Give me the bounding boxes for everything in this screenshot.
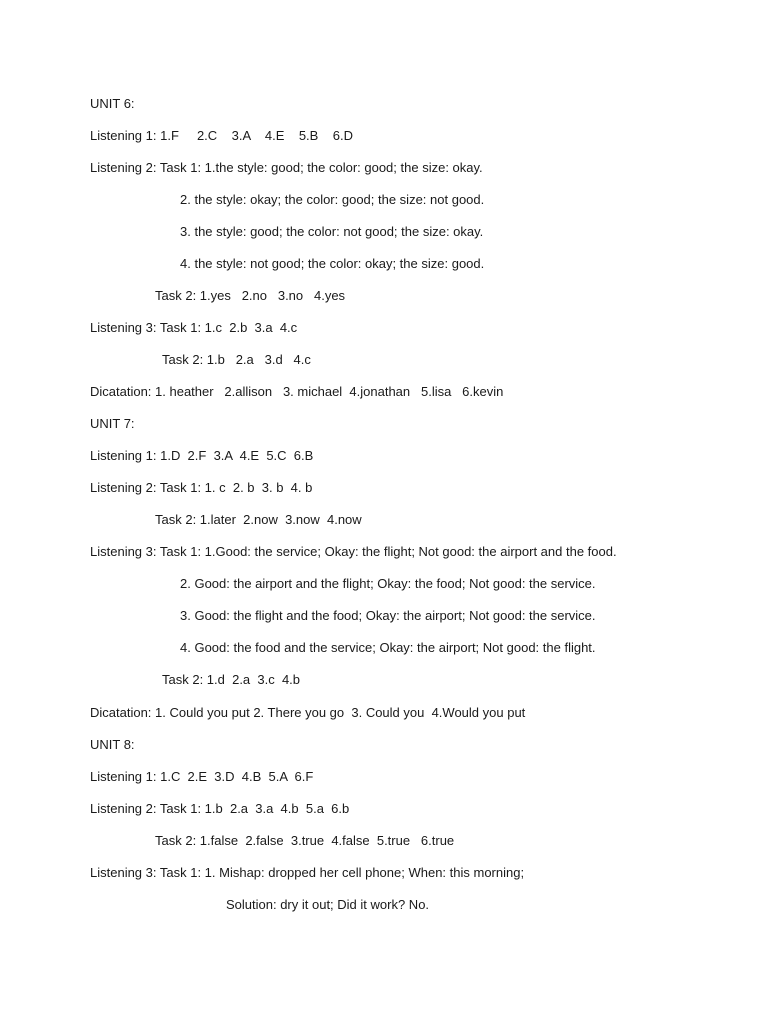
unit-7-listening-3-task-1: Listening 3: Task 1: 1.Good: the service; Okay: the flight; Not good: the airport and the food. <box>90 544 617 559</box>
unit-7-listening-3-item-4: 4. Good: the food and the service; Okay: the airport; Not good: the flight. <box>180 640 596 655</box>
unit-6-dictation: Dicatation: 1. heather 2.allison 3. michael 4.jonathan 5.lisa 6.kevin <box>90 384 504 399</box>
unit-6-listening-2-item-2: 2. the style: okay; the color: good; the size: not good. <box>180 192 485 207</box>
unit-6-listening-3-task-2: Task 2: 1.b 2.a 3.d 4.c <box>162 352 311 367</box>
unit-6-listening-2-item-3: 3. the style: good; the color: not good; the size: okay. <box>180 224 484 239</box>
unit-7-listening-1: Listening 1: 1.D 2.F 3.A 4.E 5.C 6.B <box>90 448 314 463</box>
unit-7-listening-3-item-2: 2. Good: the airport and the flight; Okay: the food; Not good: the service. <box>180 576 596 591</box>
unit-8-listening-2-task-2: Task 2: 1.false 2.false 3.true 4.false 5.true 6.true <box>155 833 455 848</box>
unit-8-listening-3-solution: Solution: dry it out; Did it work? No. <box>226 897 430 912</box>
unit-7-heading: UNIT 7: <box>90 416 135 431</box>
unit-6-listening-2-task-1: Listening 2: Task 1: 1.the style: good; the color: good; the size: okay. <box>90 160 483 175</box>
unit-8-listening-3-task-1: Listening 3: Task 1: 1. Mishap: dropped her cell phone; When: this morning; <box>90 865 525 880</box>
unit-8-heading: UNIT 8: <box>90 737 135 752</box>
unit-6-listening-2-item-4: 4. the style: not good; the color: okay; the size: good. <box>180 256 485 271</box>
unit-6-heading: UNIT 6: <box>90 96 135 111</box>
unit-7-listening-3-item-3: 3. Good: the flight and the food; Okay: the airport; Not good: the service. <box>180 608 596 623</box>
unit-7-listening-3-task-2: Task 2: 1.d 2.a 3.c 4.b <box>162 672 301 687</box>
unit-8-listening-1: Listening 1: 1.C 2.E 3.D 4.B 5.A 6.F <box>90 769 314 784</box>
unit-6-listening-3-task-1: Listening 3: Task 1: 1.c 2.b 3.a 4.c <box>90 320 298 335</box>
unit-6-listening-1: Listening 1: 1.F 2.C 3.A 4.E 5.B 6.D <box>90 128 354 143</box>
unit-8-listening-2-task-1: Listening 2: Task 1: 1.b 2.a 3.a 4.b 5.a 6.b <box>90 801 350 816</box>
unit-6-listening-2-task-2: Task 2: 1.yes 2.no 3.no 4.yes <box>155 288 346 303</box>
unit-7-listening-2-task-1: Listening 2: Task 1: 1. c 2. b 3. b 4. b <box>90 480 313 495</box>
unit-7-listening-2-task-2: Task 2: 1.later 2.now 3.now 4.now <box>155 512 362 527</box>
unit-7-dictation: Dicatation: 1. Could you put 2. There you go 3. Could you 4.Would you put <box>90 705 526 720</box>
